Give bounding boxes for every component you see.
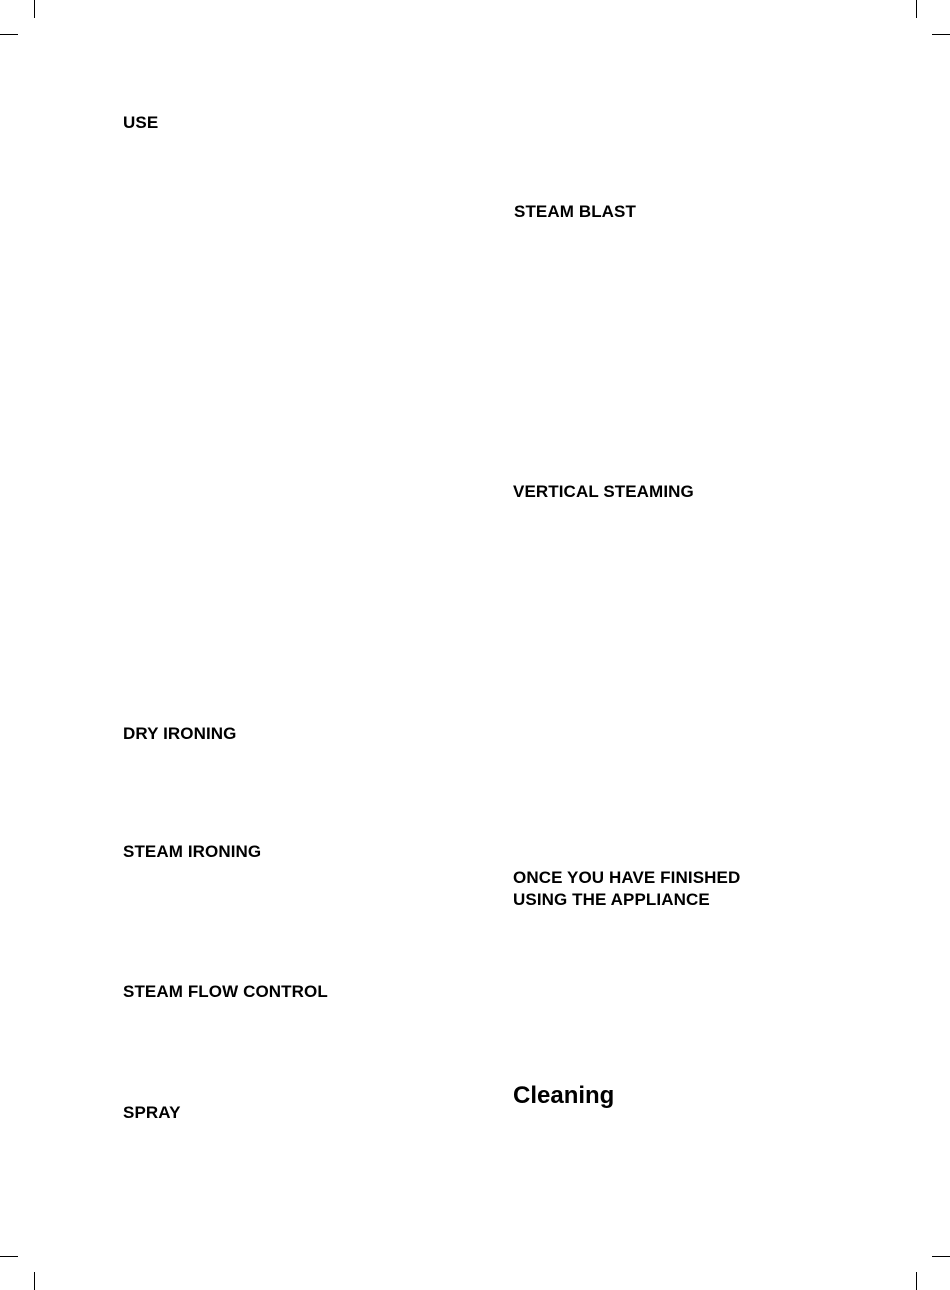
- heading-steam-flow-control: STEAM FLOW CONTROL: [123, 982, 328, 1001]
- heading-once-finished-line2: USING THE APPLIANCE: [513, 890, 710, 909]
- crop-mark-top-right-vertical: [916, 0, 917, 18]
- heading-vertical-steaming: VERTICAL STEAMING: [513, 482, 694, 501]
- heading-once-finished-line1: ONCE YOU HAVE FINISHED: [513, 868, 741, 887]
- crop-mark-top-left-horizontal: [0, 34, 18, 35]
- heading-steam-ironing: STEAM IRONING: [123, 842, 262, 861]
- crop-mark-bottom-left-vertical: [34, 1272, 35, 1290]
- crop-mark-bottom-left-horizontal: [0, 1256, 18, 1257]
- heading-spray: SPRAY: [123, 1103, 181, 1122]
- heading-dry-ironing: DRY IRONING: [123, 724, 237, 743]
- crop-mark-bottom-right-vertical: [916, 1272, 917, 1290]
- heading-steam-blast: STEAM BLAST: [514, 202, 636, 221]
- crop-mark-top-left-vertical: [34, 0, 35, 18]
- crop-mark-top-right-horizontal: [932, 34, 950, 35]
- heading-use: USE: [123, 113, 159, 132]
- section-title-cleaning: Cleaning: [513, 1082, 615, 1109]
- crop-mark-bottom-right-horizontal: [932, 1256, 950, 1257]
- heading-once-finished: [513, 867, 740, 911]
